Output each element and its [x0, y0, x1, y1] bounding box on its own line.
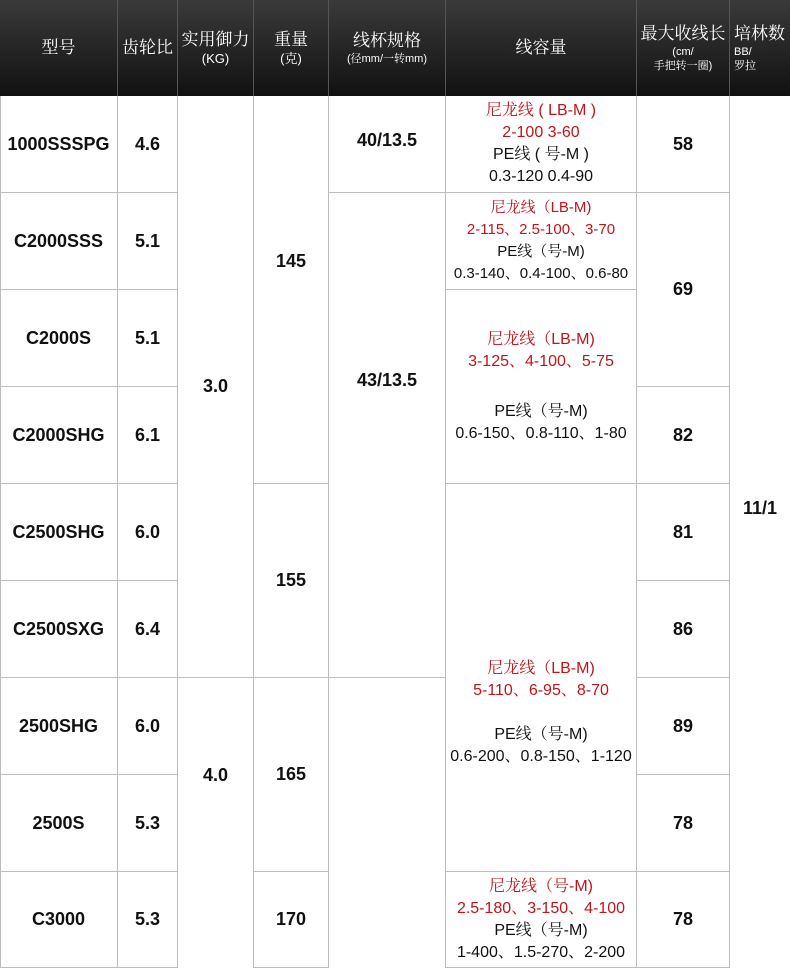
pe-label: PE线（号-M)	[494, 402, 588, 420]
header-model-label: 型号	[41, 38, 76, 57]
pe-label: PE线（号-M)	[494, 725, 588, 743]
table-row-model	[0, 775, 118, 872]
header-weight-line2: (克)	[280, 51, 302, 66]
header-retrieve-line1: 最大收线长	[640, 24, 726, 43]
gear-ratio-cell	[118, 387, 178, 484]
gear-ratio-cell	[118, 193, 178, 290]
retrieve-cell	[637, 387, 730, 484]
model-value: 2500SHG	[18, 715, 99, 736]
table-row-model	[0, 678, 118, 775]
table-row-model	[0, 193, 118, 290]
model-value: C2500SXG	[12, 618, 105, 639]
pe-values: 0.6-150、0.8-110、1-80	[455, 424, 627, 442]
weight-cell	[254, 872, 329, 968]
gear-ratio-value: 6.0	[134, 715, 161, 736]
header-capacity	[446, 0, 637, 96]
header-weight	[254, 0, 329, 96]
header-retrieve-line3: 手把转一圈)	[653, 60, 713, 72]
retrieve-value: 69	[672, 279, 694, 299]
nylon-label: 尼龙线（LB-M)	[487, 659, 595, 677]
header-drag-line2: (KG)	[201, 51, 230, 66]
retrieve-value: 89	[672, 715, 694, 736]
header-spool-line2: (径mm/一转mm)	[346, 53, 428, 65]
retrieve-cell	[637, 678, 730, 775]
gear-ratio-value: 4.6	[134, 133, 161, 154]
gear-ratio-value: 6.4	[134, 618, 161, 639]
gear-ratio-value: 5.1	[134, 327, 161, 348]
retrieve-cell	[637, 96, 730, 193]
header-gear-ratio-label: 齿轮比	[122, 38, 173, 57]
nylon-values: 5-110、6-95、8-70	[473, 681, 609, 699]
retrieve-value: 86	[672, 618, 694, 639]
header-drag	[178, 0, 254, 96]
nylon-values: 2.5-180、3-150、4-100	[456, 899, 626, 917]
header-capacity-label: 线容量	[515, 38, 567, 57]
nylon-values: 2-115、2.5-100、3-70	[466, 221, 616, 238]
header-spool	[329, 0, 446, 96]
nylon-label: 尼龙线 ( LB-M )	[485, 102, 597, 119]
nylon-values: 2-100 3-60	[502, 124, 580, 141]
table-row-model	[0, 96, 118, 193]
table-row-model	[0, 484, 118, 581]
retrieve-value: 81	[672, 521, 694, 542]
header-bearings-line1: 培林数	[734, 24, 785, 43]
gear-ratio-value: 6.1	[134, 424, 161, 445]
pe-values: 0.6-200、0.8-150、1-120	[450, 747, 632, 765]
drag-cell	[178, 678, 254, 872]
retrieve-cell	[637, 484, 730, 581]
table-header	[0, 0, 790, 96]
model-value: 2500S	[32, 812, 85, 833]
gear-ratio-value: 6.0	[134, 521, 161, 542]
gear-ratio-cell	[118, 581, 178, 678]
nylon-label: 尼龙线（LB-M)	[490, 199, 592, 216]
drag-cell-empty	[178, 872, 254, 968]
header-bearings-line3: 罗拉	[734, 60, 756, 72]
weight-cell	[254, 96, 329, 484]
retrieve-cell	[637, 193, 730, 387]
nylon-values: 3-125、4-100、5-75	[468, 352, 614, 370]
spool-value: 43/13.5	[356, 369, 418, 390]
retrieve-value: 58	[672, 133, 694, 154]
gear-ratio-cell	[118, 290, 178, 387]
table-left-border	[0, 96, 1, 968]
header-gear-ratio	[118, 0, 178, 96]
retrieve-value: 82	[672, 424, 694, 445]
pe-label: PE线（号-M)	[497, 243, 585, 260]
header-drag-line1: 实用御力	[181, 30, 250, 49]
weight-value: 165	[275, 764, 307, 784]
weight-value: 155	[275, 570, 307, 590]
retrieve-value: 78	[672, 909, 694, 929]
model-value: C2000S	[25, 327, 92, 348]
model-value: C2500SHG	[12, 521, 105, 542]
table-row-model	[0, 290, 118, 387]
retrieve-value: 78	[672, 812, 694, 833]
drag-value: 3.0	[202, 376, 229, 396]
weight-cell	[254, 484, 329, 678]
table-row-model	[0, 387, 118, 484]
pe-label: PE线 ( 号-M )	[493, 146, 589, 163]
pe-values: 0.3-120 0.4-90	[488, 168, 594, 185]
model-value: C2000SHG	[12, 424, 105, 445]
capacity-cell	[446, 484, 637, 872]
spool-cell-empty	[329, 678, 446, 968]
bearings-cell	[730, 96, 790, 968]
gear-ratio-cell	[118, 775, 178, 872]
table-row-model	[0, 581, 118, 678]
retrieve-cell	[637, 872, 730, 968]
gear-ratio-cell	[118, 678, 178, 775]
table-row-model	[0, 872, 118, 968]
capacity-cell	[446, 96, 637, 193]
spool-cell	[329, 193, 446, 678]
gear-ratio-cell	[118, 484, 178, 581]
header-spool-line1: 线杯规格	[353, 31, 421, 50]
spool-value: 40/13.5	[356, 129, 418, 150]
capacity-cell	[446, 872, 637, 968]
gear-ratio-cell	[118, 872, 178, 968]
gear-ratio-cell	[118, 96, 178, 193]
gear-ratio-value: 5.3	[134, 812, 161, 833]
nylon-label: 尼龙线（号-M)	[489, 877, 593, 895]
model-value: C3000	[31, 909, 86, 929]
weight-cell	[254, 678, 329, 872]
spool-cell	[329, 96, 446, 193]
capacity-cell	[446, 193, 637, 290]
header-model	[0, 0, 118, 96]
model-value: C2000SSS	[13, 230, 104, 251]
model-value: 1000SSSPG	[7, 133, 110, 154]
header-bearings	[730, 0, 790, 96]
header-retrieve-line2: (cm/	[672, 46, 694, 58]
pe-label: PE线（号-M)	[494, 921, 588, 939]
bearings-value: 11/1	[742, 497, 778, 518]
pe-values: 1-400、1.5-270、2-200	[456, 943, 626, 961]
pe-values: 0.3-140、0.4-100、0.6-80	[453, 265, 629, 282]
nylon-label: 尼龙线（LB-M)	[487, 330, 595, 348]
header-bearings-line2: BB/	[734, 46, 752, 58]
capacity-cell	[446, 290, 637, 484]
header-weight-line1: 重量	[274, 30, 308, 49]
drag-cell	[178, 96, 254, 678]
drag-value: 4.0	[202, 764, 229, 785]
weight-value: 170	[275, 909, 307, 929]
gear-ratio-value: 5.3	[134, 909, 161, 929]
gear-ratio-value: 5.1	[134, 230, 161, 251]
retrieve-cell	[637, 775, 730, 872]
header-retrieve	[637, 0, 730, 96]
weight-value: 145	[275, 251, 307, 271]
retrieve-cell	[637, 581, 730, 678]
